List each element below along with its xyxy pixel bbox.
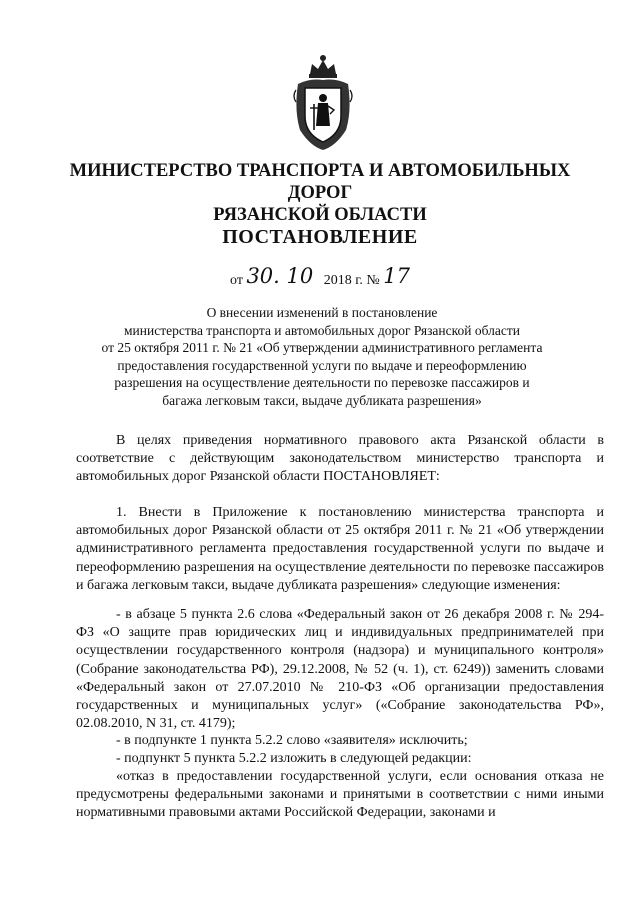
document-subject [72, 304, 572, 410]
amendment-bullet-2: - в подпункте 1 пункта 5.2.2 слово «заявителя» исключить; [116, 733, 468, 748]
subject-line: министерства транспорта и автомобильных дорог Рязанской области [124, 322, 520, 338]
preamble-paragraph: В целях приведения нормативного правового акта Рязанской области в соответствие с действующим законодательством министерство транспорта и автомобильных дорог Рязанской области ПОСТАНОВЛЯЕТ: [76, 433, 604, 485]
subject-line: предоставления государственной услуги по выдаче и переоформлению [117, 357, 527, 373]
subject-line: разрешения на осуществление деятельности по перевозке пассажиров и [114, 375, 530, 391]
subject-line: О внесении изменений в постановление [206, 305, 438, 320]
amendment-bullet-3: - подпункт 5 пункта 5.2.2 изложить в следующей редакции: [116, 751, 472, 766]
date-and-number-line [0, 264, 640, 289]
handwritten-number: 17 [383, 264, 410, 288]
year-and-number-label: 2018 г. № [323, 273, 380, 288]
handwritten-date: 30. 10 [246, 264, 314, 288]
amendment-quote: «отказ в предоставлении государственной услуги, если основания отказа не предусмотрены федеральными законами и принятыми в соответствии с ними иными нормативными правовыми актами Российской Федерации, законами и [76, 769, 604, 821]
ministry-name [40, 160, 600, 226]
subject-line: багажа легковым такси, выдаче дубликата разрешения» [162, 392, 482, 408]
coat-of-arms-icon [290, 50, 356, 152]
amendment-bullet-1: - в абзаце 5 пункта 2.6 слова «Федеральный закон от 26 декабря 2008 г. № 294-ФЗ «О защите прав юридических лиц и индивидуальных предпринимателей при осуществлении государственного контроля (надзора) и муниципального контроля» (Собрание законодательства РФ), 29.12.2008, № 52 (ч. 1), ст. 6249)) заменить словами «Федеральный закон от 27.07.2010 № 210-ФЗ «Об организации предоставления государственных и муниципальных услуг» («Собрание законодательства РФ», 02.08.2010, N 31, ст. 4179); [76, 607, 604, 732]
item-1-paragraph: 1. Внести в Приложение к постановлению министерства транспорта и автомобильных дорог Рязанской области от 25 октября 2011 г. № 21 «Об утверждении административного регламента предоставления государственной услуги по выдаче и переоформлению разрешения на осуществление деятельности по перевозке пассажиров и багажа легковым такси, выдаче дубликата разрешения» следующие изменения: [76, 505, 604, 593]
document-type-title: ПОСТАНОВЛЕНИЕ [222, 226, 418, 248]
date-prefix: от [230, 273, 243, 288]
ministry-line-2: РЯЗАНСКОЙ ОБЛАСТИ [213, 205, 427, 225]
ministry-line-1: МИНИСТЕРСТВО ТРАНСПОРТА И АВТОМОБИЛЬНЫХ ДОРОГ [69, 161, 571, 203]
subject-line: от 25 октября 2011 г. № 21 «Об утверждении административного регламента [101, 340, 543, 356]
